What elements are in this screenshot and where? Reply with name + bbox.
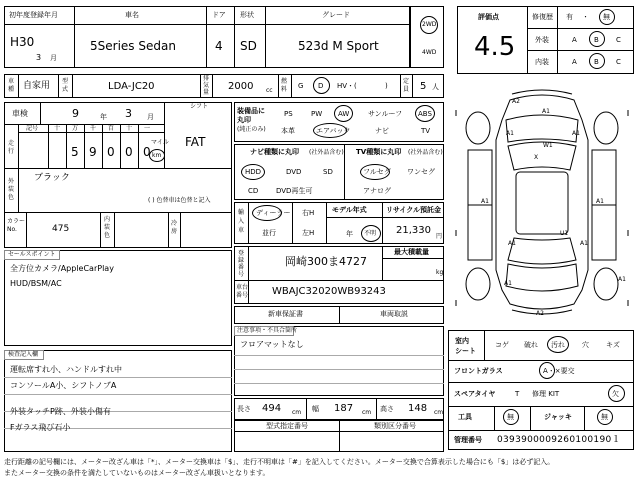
navi-sub: (社外品含む) [309, 149, 344, 156]
width-value: 187 [334, 403, 354, 414]
shift-label: シフト [190, 103, 209, 110]
interior-grade-a: A [572, 58, 577, 66]
navi-dvd-play: DVD再生可 [276, 187, 313, 195]
inspection-month: 3 [125, 107, 132, 120]
import-left: 左H [302, 229, 315, 237]
equip-sunroof: サンルーフ [368, 110, 403, 118]
mark-a1-side-left: A1 [481, 198, 489, 205]
use-label: 車 種 [8, 78, 15, 93]
fault-value: フロアマットなし [240, 340, 304, 349]
warranty-doc: 新車保証書 [268, 310, 303, 318]
jack-value: 無 [601, 413, 608, 421]
mark-a1-rear: A1 [504, 280, 512, 287]
chassis-label: 車台 番号 [236, 284, 249, 299]
inspector-line-4: 外装タッチP跡、外装小傷有 [10, 407, 111, 416]
front-glass-options: A・×要交 [543, 367, 575, 375]
equip-aw: AW [338, 110, 350, 118]
sales-point-line-2: HUD/BSM/AC [10, 279, 62, 288]
sheet-burn: コゲ [495, 341, 509, 349]
inspector-line-5: Fガラス飛び石小 [10, 423, 71, 432]
mileage-hdr-10k: 万 [72, 125, 79, 132]
mileage-label: 走 行 [8, 140, 15, 155]
sales-point-label: セールスポイント [8, 251, 56, 258]
first-reg-year: H30 [10, 35, 35, 49]
mileage-digit-10k: 5 [71, 145, 79, 159]
color-no-value: 475 [52, 224, 70, 234]
interior-grade-b: B [594, 58, 599, 66]
equipment-title: 装備品に 丸印 [237, 107, 265, 124]
length-unit: cm [292, 409, 302, 416]
inspector-line-1: 運転席すれ小、ハンドルすれ中 [10, 365, 122, 374]
interior-color-label: 内 装 色 [104, 216, 111, 239]
car-name-value: 5Series Sedan [90, 39, 176, 53]
shape-value: SD [240, 39, 257, 53]
inspection-label: 車検 [12, 109, 28, 118]
import-label: 輸 入 車 [238, 209, 245, 234]
mark-u1: U1 [560, 230, 569, 237]
equip-ps: PS [284, 110, 293, 118]
mileage-hdr-100: 百 [108, 125, 115, 132]
mileage-hdr-1k: 千 [90, 125, 97, 132]
door-label: ドア [212, 11, 226, 19]
management-value: 0393900009260100190１ [497, 435, 621, 445]
shape-label: 形状 [240, 11, 254, 19]
navi-sd: SD [323, 168, 333, 176]
mileage-digit-100: 0 [107, 145, 115, 159]
fuel-close: ) [385, 82, 388, 90]
mark-a1-side-right: A1 [596, 198, 604, 205]
fuel-g: G [298, 82, 304, 90]
mark-w1: W1 [543, 142, 553, 149]
exterior-color-note: ( ) 色替車は色替と記入 [148, 197, 211, 204]
model-label: 型 式 [62, 78, 69, 93]
capacity-label: 定 員 [403, 78, 410, 93]
inspector-note-label: 検査記入欄 [8, 351, 39, 358]
max-load-label: 最大積載量 [394, 248, 429, 256]
manual-doc: 車両取説 [380, 310, 408, 318]
mark-x: X [534, 154, 539, 161]
door-value: 4 [215, 39, 223, 53]
grade-label: グレード [322, 11, 350, 19]
fault-box [234, 326, 444, 396]
mile-unit: マイル [151, 139, 169, 146]
equip-navi: ナビ [375, 127, 389, 135]
model-year-unit: 年 [346, 230, 353, 238]
car-name-label: 車名 [125, 11, 139, 19]
inspection-month-unit: 月 [147, 113, 154, 121]
use-value: 自家用 [23, 81, 51, 91]
exterior-grade-b: B [594, 36, 599, 44]
jack-label: ジャッキ [544, 413, 572, 421]
first-reg-month: 3 [36, 53, 42, 62]
navi-cd: CD [248, 187, 259, 195]
interior-sheet-label: 室内 シート [455, 337, 476, 355]
cc-unit: cc [266, 87, 273, 94]
grade-value: 523d M Sport [298, 39, 379, 53]
spec-row [4, 74, 444, 98]
drive-2wd: 2WD [422, 21, 437, 28]
shift-value: FAT [185, 135, 206, 149]
repair-dash: ・ [582, 13, 589, 21]
score-value: 4.5 [474, 32, 516, 62]
repair-no: 無 [603, 13, 610, 21]
management-label: 管理番号 [454, 436, 482, 444]
mileage-hdr-100k: 十 [54, 125, 61, 132]
equip-airbag: エアバック [316, 127, 351, 135]
equip-pw: PW [311, 110, 323, 118]
inspection-year-unit: 年 [100, 113, 107, 121]
mark-a1-bl: A1 [508, 240, 516, 247]
mileage-hdr-1: 一 [144, 125, 151, 132]
height-label: 高さ [380, 405, 394, 413]
km-unit: km [152, 152, 162, 159]
equip-leather: 本革 [281, 127, 295, 135]
first-reg-month-unit: 月 [50, 54, 57, 62]
fuel-label: 燃 料 [281, 78, 288, 93]
sheet-scratch: キズ [606, 341, 620, 349]
mileage-digit-1k: 9 [89, 145, 97, 159]
drive-4wd: 4WD [422, 49, 437, 56]
repair-yes: 有 [566, 13, 573, 21]
model-year-unknown: 不明 [364, 230, 377, 237]
spare-missing: 欠 [612, 390, 619, 398]
tv-fullseg: フルセグ [363, 168, 391, 176]
sheet-dirt: 汚れ [551, 341, 565, 349]
width-label: 幅 [312, 405, 319, 413]
mileage-digit-10: 0 [125, 145, 133, 159]
equip-abs: ABS [418, 110, 432, 118]
length-value: 494 [262, 403, 282, 414]
color-no-label: カラー No. [7, 218, 26, 233]
inspector-line-2: コンソールA小、シフトノブA [10, 381, 117, 390]
front-glass-label: フロントガラス [454, 367, 503, 375]
model-value: LDA-JC20 [108, 81, 155, 92]
interior-grade-label: 内装 [535, 58, 549, 66]
width-unit: cm [362, 409, 372, 416]
inspection-year: 9 [72, 107, 79, 120]
mark-a1-far-right: A1 [618, 276, 626, 283]
exterior-grade-a: A [572, 36, 577, 44]
type-cert-label: 型式指定番号 [266, 422, 308, 430]
tv-oneseg: ワンセグ [407, 168, 435, 176]
length-label: 長さ [237, 405, 251, 413]
tools-label: 工具 [458, 413, 472, 421]
drive-box [410, 6, 444, 68]
mark-a2-bottom: A2 [536, 310, 544, 317]
recycle-yen: 円 [436, 233, 443, 240]
height-value: 148 [408, 403, 428, 414]
capacity-unit: 人 [432, 83, 439, 91]
mileage-digit-1: 0 [143, 145, 151, 159]
interior-grade-c: C [616, 58, 621, 66]
tv-sub: (社外品含む) [408, 149, 443, 156]
mileage-hdr-sym: 記号 [26, 125, 39, 132]
import-dealer: ディーラー [256, 209, 291, 217]
model-year-label: モデル年式 [332, 206, 367, 214]
footer-note-2: またメーター交換の条件を満たしていないものはメーター改ざん車扱いとなります。 [4, 469, 270, 477]
equip-tv: TV [421, 127, 431, 135]
registration-label: 登 録 番 号 [238, 250, 245, 278]
displacement-value: 2000 [228, 81, 254, 92]
first-reg-label: 初年度登録年月 [9, 11, 58, 19]
sheet-hole: 穴 [582, 341, 589, 349]
fault-label: 注意事項・不具合箇所 [237, 327, 298, 334]
repair-label: 修復歴 [532, 13, 553, 21]
navi-title: ナビ種類に丸印 [250, 148, 299, 156]
chassis-value: WBAJC32020WB93243 [272, 286, 386, 297]
mark-a1-front: A1 [542, 108, 550, 115]
height-unit: cm [434, 409, 444, 416]
mark-a2-top: A2 [512, 98, 520, 105]
sheet-tear: 破れ [524, 341, 538, 349]
mark-a1-tr: A1 [572, 130, 580, 137]
footer-note-1: 走行距離の記号欄には、メーター改ざん車は「*」、メーター交換車は「$」、走行不明車は「#」を記入してください。メーター交換で合算表示した場合にも「$」は必ず記入。 [4, 458, 555, 466]
mark-a1-tl: A1 [506, 130, 514, 137]
registration-value: 岡崎300ま4727 [285, 255, 367, 268]
capacity-value: 5 [420, 81, 427, 92]
mark-a1-br: A1 [580, 240, 588, 247]
exterior-grade-c: C [616, 36, 621, 44]
mileage-hdr-10: 十 [126, 125, 133, 132]
spare-kit: 修理 KIT [532, 390, 560, 398]
exterior-grade-label: 外装 [535, 36, 549, 44]
spare-t: T [515, 390, 520, 398]
spare-tire-label: スペアタイヤ [454, 390, 496, 398]
navi-dvd: DVD [286, 168, 302, 176]
exterior-color-label: 外 装 色 [8, 178, 15, 201]
car-outline-svg [448, 80, 636, 322]
sales-point-line-1: 全方位カメラ/AppleCarPlay [10, 264, 114, 273]
exterior-color-value: ブラック [34, 173, 70, 183]
tools-value: 無 [507, 413, 514, 421]
import-parallel: 並行 [262, 229, 276, 237]
recycle-label: リサイクル預託金 [386, 206, 442, 214]
car-damage-diagram [448, 80, 636, 322]
fuel-hv: HV・( [337, 82, 357, 90]
displacement-label: 排 気 量 [203, 75, 210, 96]
score-label: 評価点 [478, 13, 499, 21]
ac-label: 冷 房 [171, 220, 178, 235]
max-load-kg: kg [436, 269, 444, 276]
tv-analog: アナログ [363, 187, 391, 195]
equipment-subtitle: (純正のみ) [237, 126, 266, 133]
import-right: 右H [302, 209, 315, 217]
tv-title: TV種類に丸印 [356, 148, 402, 156]
category-label: 類別区分番号 [374, 422, 416, 430]
recycle-value: 21,330 [396, 225, 431, 236]
fuel-d: D [318, 82, 324, 90]
navi-hdd: HDD [245, 168, 262, 176]
